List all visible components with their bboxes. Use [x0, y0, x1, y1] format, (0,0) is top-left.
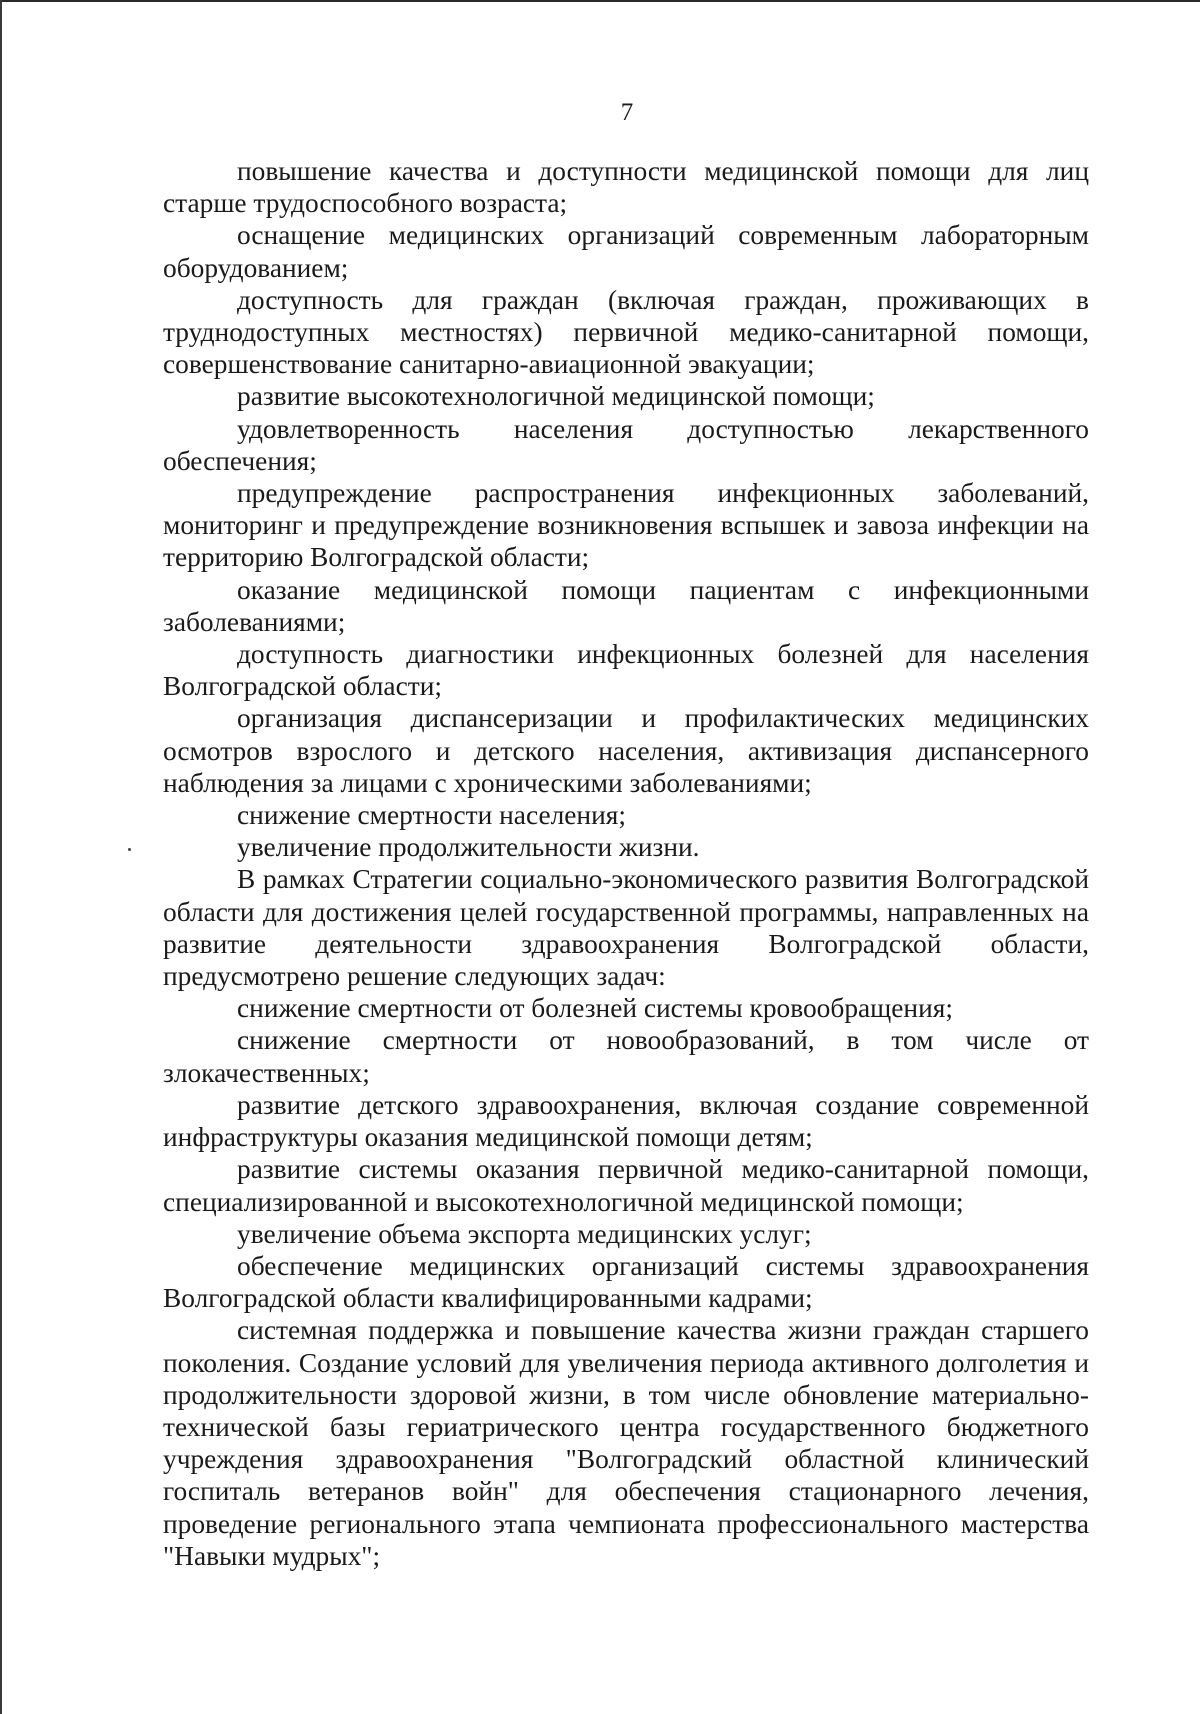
scan-left-border [0, 0, 2, 1714]
paragraph-mortality-reduction: снижение смертности населения; [237, 800, 626, 831]
paragraph-cancer-mortality: снижение смертности от новообразований, в том числе от злокачественных; [163, 1025, 1089, 1088]
paragraph-qualified-staff: обеспечение медицинских организаций системы здравоохранения Волгоградской области квалифицированными кадрами; [163, 1250, 1089, 1314]
paragraph-infection-diagnostics: доступность диагностики инфекционных болезней для населения Волгоградской области; [163, 639, 1089, 702]
page-number: 7 [620, 99, 634, 126]
paragraph-cardio-mortality: снижение смертности от болезней системы кровообращения; [237, 993, 953, 1024]
paragraph-drug-provision: удовлетворенность населения доступностью лекарственного обеспечения; [163, 413, 1089, 476]
paragraph-infection-prevention: предупреждение распространения инфекционных заболеваний, мониторинг и предупреждение возникновения вспышек и завоза инфекции на территорию Волгоградской области; [163, 478, 1089, 573]
paragraph-medical-export: увеличение объема экспорта медицинских услуг; [237, 1218, 812, 1249]
paragraph-infectious-care: оказание медицинской помощи пациентам с инфекционными заболеваниями; [163, 574, 1089, 637]
paragraph-strategy-intro: В рамках Стратегии социально-экономического развития Волгоградской области для достижения целей государственной программы, направленных на развитие деятельности здравоохранения Волгоградской области, предусмотрено решение следующих задач: [163, 864, 1089, 992]
paragraph-care-system: развитие системы оказания первичной медико-санитарной помощи, специализированной и высокотехнологичной медицинской помощи; [163, 1154, 1089, 1217]
scan-top-border [0, 0, 1200, 2]
paragraph-life-expectancy: увеличение продолжительности жизни. [237, 832, 700, 863]
paragraph-child-healthcare: развитие детского здравоохранения, включая создание современной инфраструктуры оказания медицинской помощи детям; [163, 1089, 1089, 1153]
paragraph-older-generation: системная поддержка и повышение качества жизни граждан старшего поколения. Создание условий для увеличения периода активного долголетия и продолжительности здоровой жизни, в том числе обновление материально-технической базы гериатрического центра государственного бюджетного учреждения здравоохранения "Волгоградский областной клинический госпиталь ветеранов войн" для обеспечения стационарного лечения, проведение регионального этапа чемпионата профессионального мастерства "Навыки мудрых"; [163, 1315, 1089, 1571]
scan-speck [128, 848, 131, 851]
paragraph-high-tech-care: развитие высокотехнологичной медицинской помощи; [237, 381, 875, 412]
paragraph-elderly-care-quality: повышение качества и доступности медицинской помощи для лиц старше трудоспособного возраста; [163, 156, 1089, 219]
paragraph-primary-care-access: доступность для граждан (включая граждан, проживающих в труднодоступных местностях) первичной медико-санитарной помощи, совершенствование санитарно-авиационной эвакуации; [163, 284, 1089, 380]
document-body [163, 155, 1089, 1572]
paragraph-medical-examinations: организация диспансеризации и профилактических медицинских осмотров взрослого и детского населения, активизация диспансерного наблюдения за лицами с хроническими заболеваниями; [163, 703, 1089, 798]
paragraph-lab-equipment: оснащение медицинских организаций современным лабораторным оборудованием; [163, 220, 1089, 283]
